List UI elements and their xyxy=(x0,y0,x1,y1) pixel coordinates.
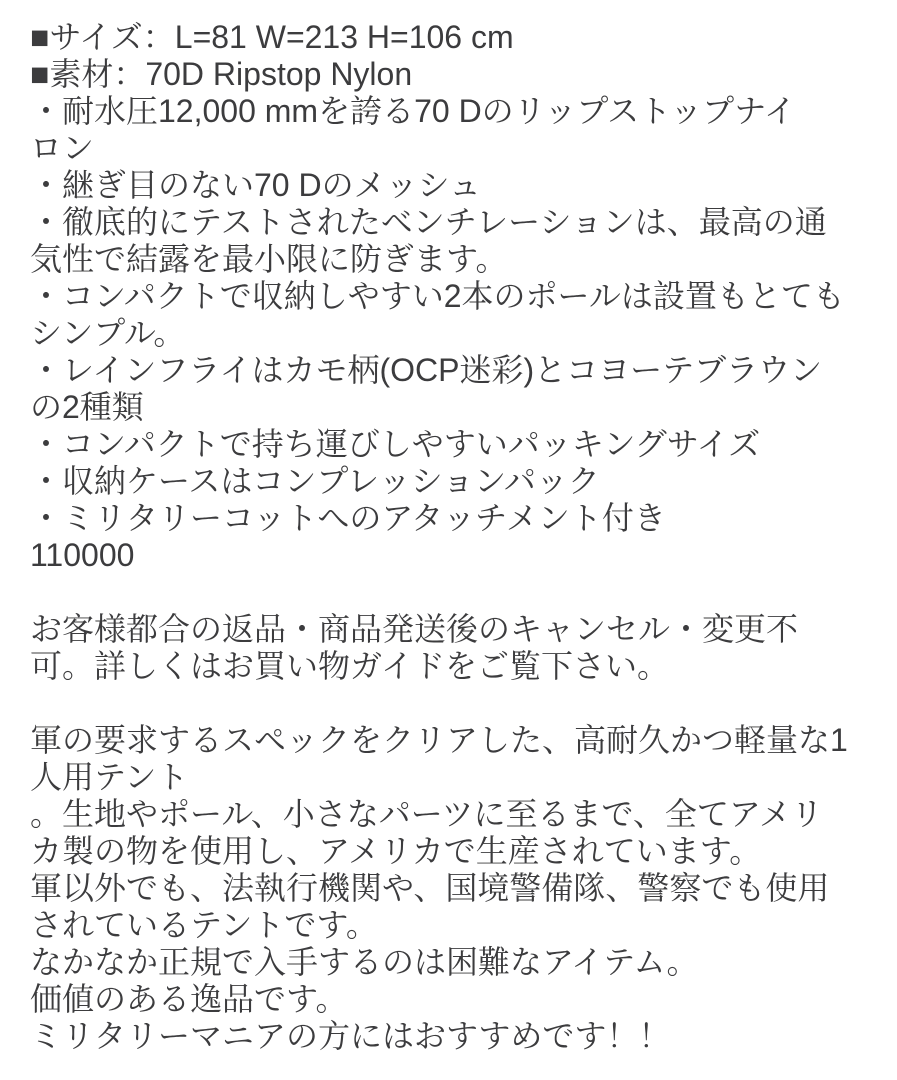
description-line-1: 軍の要求するスペックをクリアした、高耐久かつ軽量な1 xyxy=(30,722,848,758)
description-line-3: 。生地やポール、小さなパーツに至るまで、全てアメリ xyxy=(30,796,823,832)
spec-material-line: ■素材：70D Ripstop Nylon xyxy=(30,56,413,92)
feature-mesh-line: ・継ぎ目のない70 Dのメッシュ xyxy=(30,167,481,203)
feature-waterproof-line-2: ロン xyxy=(30,130,95,166)
return-policy-line-1: お客様都合の返品・商品発送後のキャンセル・変更不 xyxy=(30,611,799,647)
feature-rainfly-line-2: の2種類 xyxy=(30,389,144,425)
blank-line xyxy=(30,574,869,611)
price-line: 110000 xyxy=(30,537,135,573)
description-line-2: 人用テント xyxy=(30,759,189,795)
feature-waterproof-line-1: ・耐水圧12,000 mmを誇る70 Dのリップストップナイ xyxy=(30,93,796,129)
feature-ventilation-line-1: ・徹底的にテストされたベンチレーションは、最高の通 xyxy=(30,204,827,240)
description-line-6: されているテントです。 xyxy=(30,907,378,943)
feature-packing-line: ・コンパクトで持ち運びしやすいパッキングサイズ xyxy=(30,426,761,462)
feature-case-line: ・収納ケースはコンプレッションパック xyxy=(30,463,600,499)
feature-rainfly-line-1: ・レインフライはカモ柄(OCP迷彩)とコヨーテブラウン xyxy=(30,352,823,388)
blank-line xyxy=(30,685,869,722)
feature-cot-attachment-line: ・ミリタリーコットへのアタッチメント付き xyxy=(30,500,666,536)
description-line-4: カ製の物を使用し、アメリカで生産されています。 xyxy=(30,833,762,869)
feature-poles-line-2: シンプル。 xyxy=(30,315,186,351)
return-policy-line-2: 可。詳しくはお買い物ガイドをご覧下さい。 xyxy=(30,648,670,684)
description-line-9: ミリタリーマニアの方にはおすすめです！！ xyxy=(30,1018,671,1054)
spec-size-line: ■サイズ：L=81 W=213 H=106 cm xyxy=(30,19,514,55)
description-line-5: 軍以外でも、法執行機関や、国境警備隊、警察でも使用 xyxy=(30,870,830,906)
description-line-8: 価値のある逸品です。 xyxy=(30,981,348,1017)
feature-ventilation-line-2: 気性で結露を最小限に防ぎます。 xyxy=(30,241,508,277)
description-line-7: なかなか正規で入手するのは困難なアイテム。 xyxy=(30,944,699,980)
feature-poles-line-1: ・コンパクトで収納しやすい2本のポールは設置もとても xyxy=(30,278,845,314)
